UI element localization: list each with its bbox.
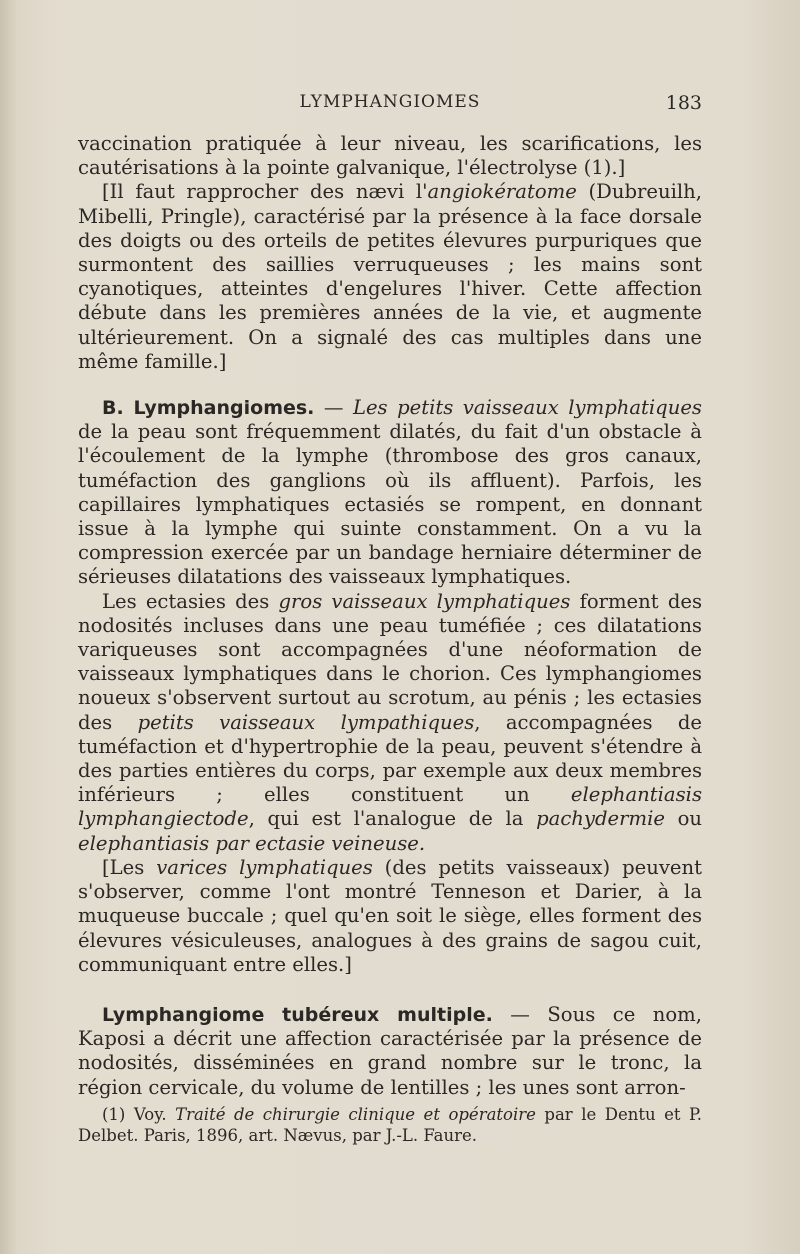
running-title: LYMPHANGIOMES	[299, 92, 481, 112]
body-text	[78, 132, 702, 1100]
page-number: 183	[665, 92, 702, 114]
paragraph-angiokeratome: [Il faut rapprocher des nævi l'angiokératome (Dubreuilh, Mibelli, Pringle), caractérisé par la présence à la face dorsale des doigts ou des orteils de petites élevures purpuriques que surmontent des saillies verruqueuses ; les mains sont cyanotiques, atteintes d'engelures l'hiver. Cette affection débute dans les premières années de la vie, et augmente ultérieurement. On a signalé des cas multiples dans une même famille.]	[78, 180, 702, 373]
section-heading-lymphangiomes: B. Lymphangiomes.	[102, 397, 315, 420]
paragraph-varices: [Les varices lymphatiques (des petits vaisseaux) peuvent s'observer, comme l'ont montré Tenneson et Darier, à la muqueuse buccale ; quel qu'en soit le siège, elles forment des élevures vésiculeuses, analogues à des grains de sagou cuit, communiquant entre elles.]	[78, 855, 702, 976]
page-header	[78, 92, 702, 122]
paragraph-ectasies: Les ectasies des gros vaisseaux lymphatiques forment des nodosités incluses dans une peau tuméfiée ; ces dilatations variqueuses sont accompagnées d'une néoformation de vaisseaux lymphatiques dans le chorion. Ces lymphangiomes noueux s'observent surtout au scrotum, au pénis ; les ectasies des petits vaisseaux lympathiques, accompagnées de tuméfaction et d'hypertrophie de la peau, peuvent s'étendre à des parties entières du corps, par exemple aux deux membres inférieurs ; elles constituent un elephantiasis lymphangiectode, qui est l'analogue de la pachydermie ou elephantiasis par ectasie veineuse.	[78, 589, 703, 855]
paragraph-tubereux: Lymphangiome tubéreux multiple. — Sous ce nom, Kaposi a décrit une affection caractérisée par la présence de nodosités, disséminées en grand nombre sur le tronc, la région cervicale, du volume de lentilles ; les unes sont arron-	[78, 1002, 702, 1099]
paragraph-1: vaccination pratiquée à leur niveau, les scarifications, les cautérisations à la pointe galvanique, l'électrolyse (1).]	[78, 132, 702, 180]
footnote: (1) Voy. Traité de chirurgie clinique et opératoire par le Dentu et P. Delbet. Paris, 1896, art. Nævus, par J.-L. Faure.	[78, 1105, 702, 1145]
paragraph-lymphangiomes: B. Lymphangiomes. — Les petits vaisseaux lymphatiques de la peau sont fréquemment dilatés, du fait d'un obstacle à l'écoulement de la lymphe (thrombose des gros canaux, tuméfaction des ganglions où ils affluent). Parfois, les capillaires lymphatiques ectasiés se rompent, en donnant issue à la lymphe qui suinte constamment. On a vu la compression exercée par un bandage herniaire déterminer de sérieuses dilatations des vaisseaux lymphatiques.	[78, 396, 702, 589]
section-heading-tubereux: Lymphangiome tubéreux multiple.	[102, 1003, 493, 1026]
